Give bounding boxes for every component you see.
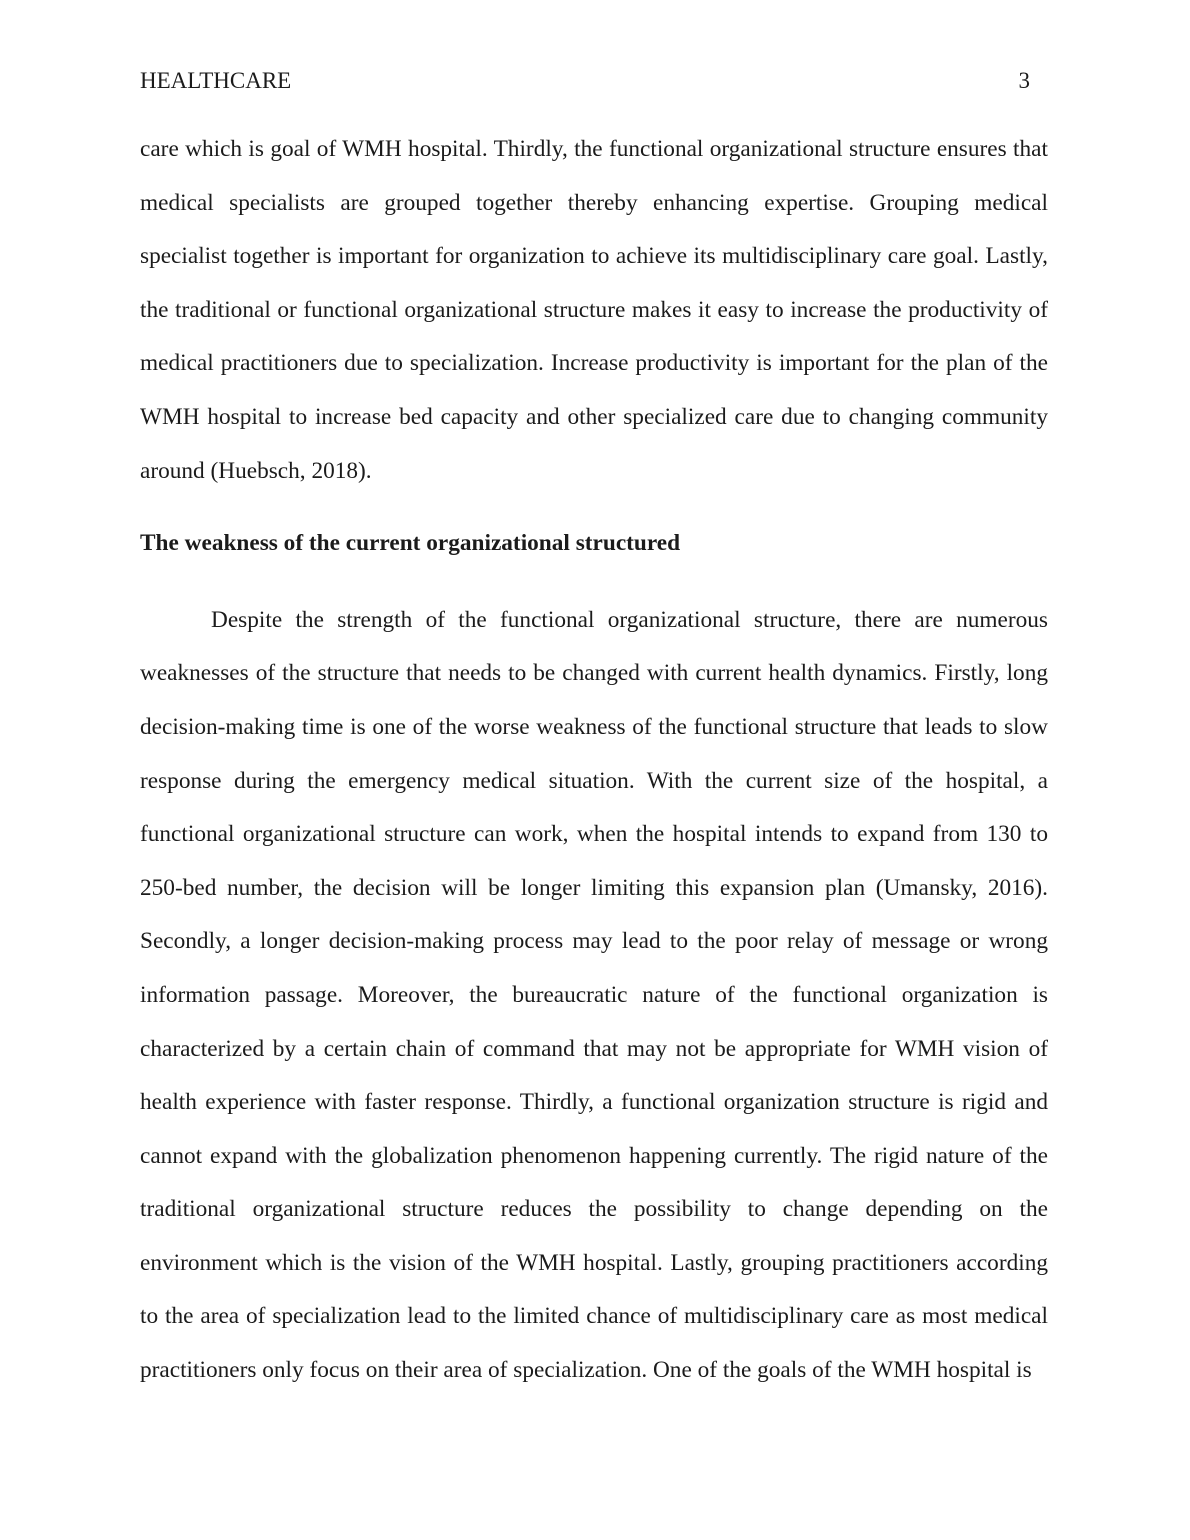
document-body: [140, 0, 1048, 1398]
section-heading-weakness: The weakness of the current organizational structured: [140, 530, 681, 557]
paragraph-weakness: Despite the strength of the functional organizational structure, there are numerous weaknesses of the structure that needs to be changed with current health dynamics. Firstly, long decision-making time is one of the worse weakness of the functional structure that leads to slow response during the emergency medical situation. With the current size of the hospital, a functional organizational structure can work, when the hospital intends to expand from 130 to 250-bed number, the decision will be longer limiting this expansion plan (Umansky, 2016). Secondly, a longer decision-making process may lead to the poor relay of message or wrong information passage. Moreover, the bureaucratic nature of the functional organization is characterized by a certain chain of command that may not be appropriate for WMH vision of health experience with faster response. Thirdly, a functional organization structure is rigid and cannot expand with the globalization phenomenon happening currently. The rigid nature of the traditional organizational structure reduces the possibility to change depending on the environment which is the vision of the WMH hospital. Lastly, grouping practitioners according to the area of specialization lead to the limited chance of multidisciplinary care as most medical practitioners only focus on their area of specialization. One of the goals of the WMH hospital is: [140, 606, 1048, 1384]
paragraph-continuation: care which is goal of WMH hospital. Thirdly, the functional organizational structure ensures that medical specialists are grouped together thereby enhancing expertise. Grouping medical specialist together is important for organization to achieve its multidisciplinary care goal. Lastly, the traditional or functional organizational structure makes it easy to increase the productivity of medical practitioners due to specialization. Increase productivity is important for the plan of the WMH hospital to increase bed capacity and other specialized care due to changing community around (Huebsch, 2018).: [140, 136, 1048, 484]
page-number: 3: [1018, 68, 1030, 93]
running-head-title: HEALTHCARE: [140, 68, 292, 93]
